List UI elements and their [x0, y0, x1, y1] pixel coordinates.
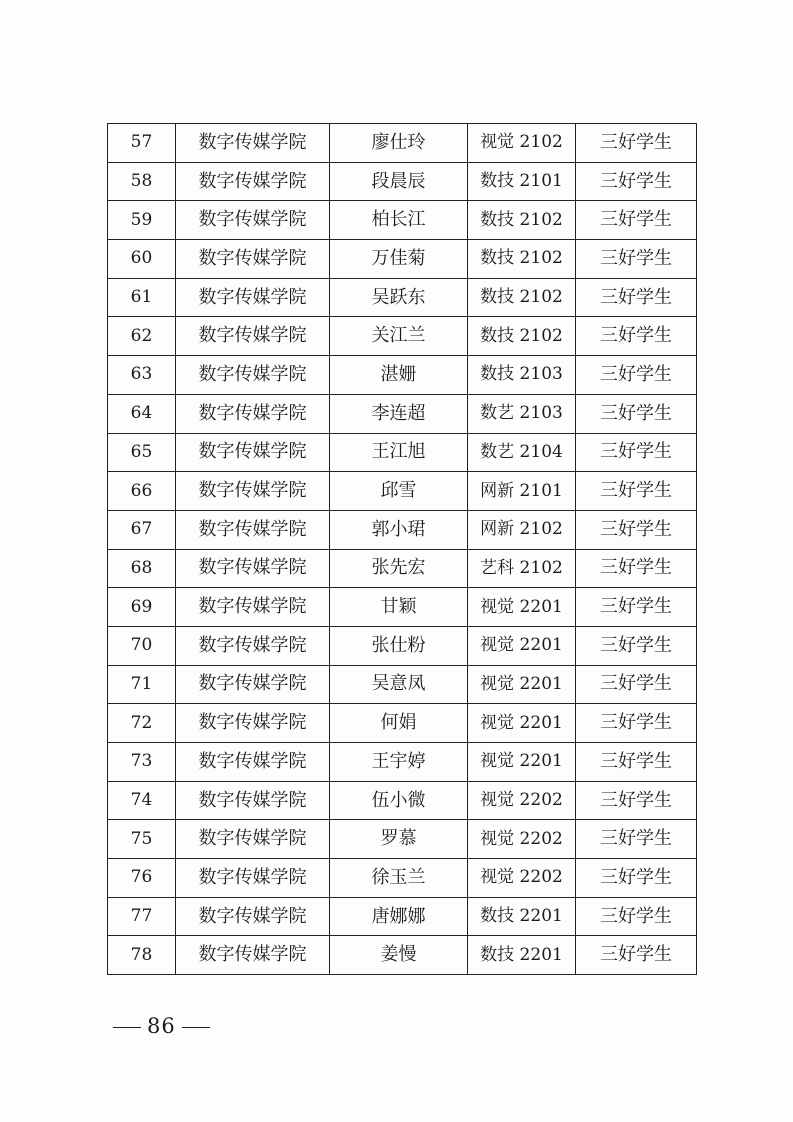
class-cell: 视觉 2102: [468, 124, 576, 163]
college-cell: 数字传媒学院: [176, 897, 330, 936]
award-cell: 三好学生: [576, 240, 697, 279]
student-name-cell: 徐玉兰: [330, 859, 468, 898]
class-cell: 艺科 2102: [468, 549, 576, 588]
award-cell: 三好学生: [576, 472, 697, 511]
student-name-cell: 王江旭: [330, 433, 468, 472]
row-number: 63: [108, 356, 176, 395]
student-name-cell: 万佳菊: [330, 240, 468, 279]
college-cell: 数字传媒学院: [176, 588, 330, 627]
award-cell: 三好学生: [576, 549, 697, 588]
class-cell: 视觉 2202: [468, 859, 576, 898]
class-cell: 数艺 2103: [468, 394, 576, 433]
class-cell: 数艺 2104: [468, 433, 576, 472]
award-cell: 三好学生: [576, 781, 697, 820]
row-number: 69: [108, 588, 176, 627]
college-cell: 数字传媒学院: [176, 317, 330, 356]
award-cell: 三好学生: [576, 278, 697, 317]
college-cell: 数字传媒学院: [176, 124, 330, 163]
college-cell: 数字传媒学院: [176, 665, 330, 704]
row-number: 58: [108, 162, 176, 201]
student-name-cell: 关江兰: [330, 317, 468, 356]
class-cell: 数技 2201: [468, 936, 576, 975]
college-cell: 数字传媒学院: [176, 549, 330, 588]
student-name-cell: 吴跃东: [330, 278, 468, 317]
row-number: 75: [108, 820, 176, 859]
class-cell: 网新 2101: [468, 472, 576, 511]
college-cell: 数字传媒学院: [176, 510, 330, 549]
footer-dash-left: [113, 1027, 141, 1029]
class-cell: 视觉 2201: [468, 704, 576, 743]
award-cell: 三好学生: [576, 743, 697, 782]
college-cell: 数字传媒学院: [176, 743, 330, 782]
row-number: 60: [108, 240, 176, 279]
class-cell: 视觉 2201: [468, 665, 576, 704]
row-number: 62: [108, 317, 176, 356]
table-row: [108, 549, 697, 588]
student-name-cell: 郭小珺: [330, 510, 468, 549]
award-cell: 三好学生: [576, 356, 697, 395]
class-cell: 网新 2102: [468, 510, 576, 549]
class-cell: 数技 2102: [468, 240, 576, 279]
row-number: 64: [108, 394, 176, 433]
row-number: 77: [108, 897, 176, 936]
table-row: [108, 317, 697, 356]
row-number: 76: [108, 859, 176, 898]
class-cell: 视觉 2201: [468, 626, 576, 665]
student-name-cell: 吴意凤: [330, 665, 468, 704]
class-cell: 数技 2101: [468, 162, 576, 201]
student-name-cell: 湛姗: [330, 356, 468, 395]
award-cell: 三好学生: [576, 936, 697, 975]
student-name-cell: 张先宏: [330, 549, 468, 588]
college-cell: 数字传媒学院: [176, 162, 330, 201]
row-number: 74: [108, 781, 176, 820]
award-cell: 三好学生: [576, 124, 697, 163]
row-number: 65: [108, 433, 176, 472]
class-cell: 数技 2103: [468, 356, 576, 395]
row-number: 70: [108, 626, 176, 665]
college-cell: 数字传媒学院: [176, 201, 330, 240]
college-cell: 数字传媒学院: [176, 394, 330, 433]
table-row: [108, 859, 697, 898]
table-row: [108, 936, 697, 975]
student-name-cell: 柏长江: [330, 201, 468, 240]
award-cell: 三好学生: [576, 201, 697, 240]
table-row: [108, 665, 697, 704]
class-cell: 数技 2201: [468, 897, 576, 936]
college-cell: 数字传媒学院: [176, 626, 330, 665]
row-number: 59: [108, 201, 176, 240]
student-name-cell: 廖仕玲: [330, 124, 468, 163]
row-number: 66: [108, 472, 176, 511]
class-cell: 视觉 2202: [468, 820, 576, 859]
award-cell: 三好学生: [576, 626, 697, 665]
table-row: [108, 626, 697, 665]
college-cell: 数字传媒学院: [176, 936, 330, 975]
class-cell: 数技 2102: [468, 201, 576, 240]
class-cell: 视觉 2201: [468, 743, 576, 782]
student-name-cell: 唐娜娜: [330, 897, 468, 936]
table-row: [108, 240, 697, 279]
page-footer: [107, 1014, 216, 1038]
student-name-cell: 张仕粉: [330, 626, 468, 665]
table-row: [108, 743, 697, 782]
award-cell: 三好学生: [576, 317, 697, 356]
award-cell: 三好学生: [576, 162, 697, 201]
award-cell: 三好学生: [576, 859, 697, 898]
college-cell: 数字传媒学院: [176, 433, 330, 472]
award-cell: 三好学生: [576, 820, 697, 859]
student-name-cell: 段晨辰: [330, 162, 468, 201]
award-cell: 三好学生: [576, 665, 697, 704]
class-cell: 数技 2102: [468, 317, 576, 356]
row-number: 61: [108, 278, 176, 317]
award-cell: 三好学生: [576, 588, 697, 627]
student-name-cell: 王宇婷: [330, 743, 468, 782]
award-roster-table: [107, 123, 697, 975]
college-cell: 数字传媒学院: [176, 472, 330, 511]
student-name-cell: 罗慕: [330, 820, 468, 859]
student-name-cell: 甘颖: [330, 588, 468, 627]
college-cell: 数字传媒学院: [176, 704, 330, 743]
college-cell: 数字传媒学院: [176, 781, 330, 820]
table-row: [108, 278, 697, 317]
college-cell: 数字传媒学院: [176, 356, 330, 395]
footer-dash-right: [182, 1027, 210, 1029]
page-number: 86: [147, 1014, 176, 1038]
table-row: [108, 704, 697, 743]
student-name-cell: 伍小微: [330, 781, 468, 820]
table-row: [108, 510, 697, 549]
table-row: [108, 897, 697, 936]
student-name-cell: 姜慢: [330, 936, 468, 975]
row-number: 72: [108, 704, 176, 743]
college-cell: 数字传媒学院: [176, 240, 330, 279]
college-cell: 数字传媒学院: [176, 820, 330, 859]
award-cell: 三好学生: [576, 433, 697, 472]
award-cell: 三好学生: [576, 897, 697, 936]
row-number: 71: [108, 665, 176, 704]
row-number: 57: [108, 124, 176, 163]
student-name-cell: 李连超: [330, 394, 468, 433]
table-row: [108, 781, 697, 820]
table-row: [108, 588, 697, 627]
roster-body: [108, 124, 697, 975]
student-name-cell: 何娟: [330, 704, 468, 743]
college-cell: 数字传媒学院: [176, 859, 330, 898]
row-number: 68: [108, 549, 176, 588]
college-cell: 数字传媒学院: [176, 278, 330, 317]
student-name-cell: 邱雪: [330, 472, 468, 511]
table-row: [108, 472, 697, 511]
table-row: [108, 433, 697, 472]
award-cell: 三好学生: [576, 704, 697, 743]
row-number: 67: [108, 510, 176, 549]
table-row: [108, 162, 697, 201]
table-row: [108, 356, 697, 395]
award-cell: 三好学生: [576, 510, 697, 549]
row-number: 78: [108, 936, 176, 975]
table-row: [108, 124, 697, 163]
row-number: 73: [108, 743, 176, 782]
class-cell: 视觉 2201: [468, 588, 576, 627]
class-cell: 数技 2102: [468, 278, 576, 317]
table-row: [108, 820, 697, 859]
class-cell: 视觉 2202: [468, 781, 576, 820]
table-row: [108, 201, 697, 240]
award-cell: 三好学生: [576, 394, 697, 433]
table-row: [108, 394, 697, 433]
